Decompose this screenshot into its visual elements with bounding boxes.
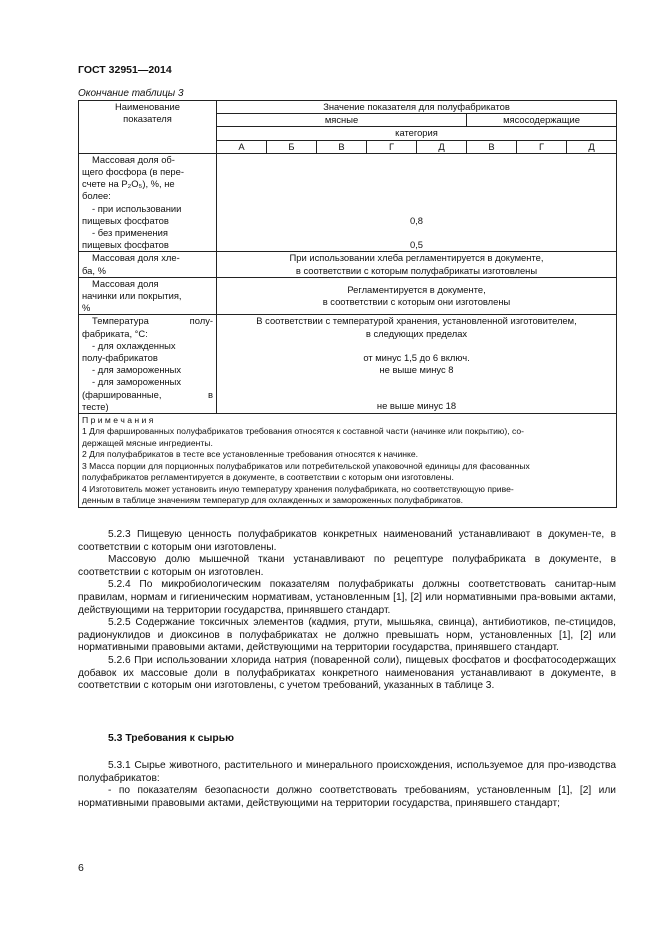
cat-cell: А bbox=[217, 140, 267, 153]
row-phosphorus bbox=[79, 153, 617, 252]
cat-cell: В bbox=[317, 140, 367, 153]
paragraph-safety: - по показателям безопасности должно соответствовать требованиям, установленным [1], [2] или нормативными правовыми актами, действующими на территории государства, принявшего стандарт; bbox=[78, 785, 616, 809]
note-line: 2 Для полуфабрикатов в тесте все установленные требования относятся к начинке. bbox=[82, 449, 419, 460]
section-title: 5.3 Требования к сырью bbox=[108, 733, 235, 744]
table-3-continuation bbox=[78, 100, 617, 508]
document-header: ГОСТ 32951—2014 bbox=[78, 64, 172, 76]
value-header: Значение показателя для полуфабрикатов bbox=[217, 101, 617, 114]
paragraph-5-2-3: 5.2.3 Пищевую ценность полуфабрикатов конкретных наименований устанавливают в докумен-те, в соответствии с которым они изготовлены. bbox=[78, 529, 616, 553]
group-meat-containing: мясосодержащие bbox=[467, 114, 617, 127]
note-line: держащей мясные ингредиенты. bbox=[82, 437, 213, 448]
notes-title: П р и м е ч а н и я bbox=[82, 415, 154, 426]
temperature-value: В соответствии с температурой хранения, установленной изготовителем, в следующих пределах от минус 1,5 до 6 включ. не выше минус 8 не выше минус 18 bbox=[217, 315, 617, 414]
section-body bbox=[78, 760, 616, 810]
table-caption: Окончание таблицы 3 bbox=[78, 88, 184, 99]
note-line: 1 Для фаршированных полуфабрикатов требования относятся к составной части (начинке или покрытию), со- bbox=[82, 426, 525, 437]
filling-value: Регламентируется в документе, в соответствии с которым они изготовлены bbox=[217, 277, 617, 315]
head-row-1 bbox=[79, 101, 617, 114]
note-line: денным в таблице значениям температур для охлажденных и замороженных полуфабрикатов. bbox=[82, 494, 464, 505]
param-header-cell: Наименование показателя bbox=[79, 101, 217, 154]
filling-name: Массовая доля начинки или покрытия, % bbox=[79, 277, 217, 315]
cat-cell: Б bbox=[267, 140, 317, 153]
note-line: 3 Масса порции для порционных полуфабрикатов или потребительской упаковочной единицы для фасованных bbox=[82, 460, 530, 471]
phosphorus-value: 0,8 0,5 bbox=[217, 153, 617, 252]
body-text bbox=[78, 529, 616, 693]
cat-cell: Г bbox=[367, 140, 417, 153]
cat-cell: Г bbox=[517, 140, 567, 153]
bread-value: При использовании хлеба регламентируется в документе, в соответствии с которым полуфабрикаты изготовлены bbox=[217, 252, 617, 277]
cat-cell: Д bbox=[417, 140, 467, 153]
paragraph-5-2-6: 5.2.6 При использовании хлорида натрия (поваренной соли), пищевых фосфатов и фосфатосодержащих добавок их массовые доли в полуфабрикатах конкретного наименования устанавливают в документе, в соответствии с которым они изготовлены, с учетом требований, указанных в таблице 3. bbox=[78, 654, 616, 692]
temperature-name: Температура полу- фабриката, °С: - для охлажденных полу-фабрикатов - для замороженных - для замороженных (фаршированные, в тесте) bbox=[79, 315, 217, 414]
phosphorus-name: Массовая доля об- щего фосфора (в пере- счете на P₂O₅), %, не более: - при использовании пищевых фосфатов - без применения пищевых фосфатов bbox=[79, 153, 217, 252]
paragraph-5-3-1: 5.3.1 Сырье животного, растительного и минерального происхождения, используемое для про-изводства полуфабрикатов: bbox=[78, 760, 616, 784]
page-number: 6 bbox=[78, 862, 84, 874]
bread-name: Массовая доля хле- ба, % bbox=[79, 252, 217, 277]
cat-cell: Д bbox=[567, 140, 617, 153]
paragraph-5-2-5: 5.2.5 Содержание токсичных элементов (кадмия, ртути, мышьяка, свинца), антибиотиков, пе-стицидов, радионуклидов и диоксинов в полуфабрикатах не должно превышать норм, установленных [1], [2] или нормативными правовыми актами, действующими на территории государства, принявшего стандарт. bbox=[78, 617, 616, 654]
category-header: категория bbox=[217, 127, 617, 140]
note-line: 4 Изготовитель может установить иную температуру хранения полуфабриката, но соответствующую приве- bbox=[82, 483, 514, 494]
table-notes bbox=[79, 414, 617, 508]
paragraph-5-2-4: 5.2.4 По микробиологическим показателям полуфабрикаты должны соответствовать санитар-ным правилам, нормам и гигиеническим нормативам, установленным [1], [2] или нормативными пра-вовыми актами, действующими на территории государства, принявшего стандарт. bbox=[78, 579, 616, 616]
row-filling bbox=[79, 277, 617, 315]
note-line: полуфабрикатов регламентируется в документе, в соответствии с которым они изготовлены. bbox=[82, 472, 454, 483]
row-bread bbox=[79, 252, 617, 277]
group-meat: мясные bbox=[217, 114, 467, 127]
cat-cell: В bbox=[467, 140, 517, 153]
row-temperature bbox=[79, 315, 617, 414]
paragraph-muscle: Массовую долю мышечной ткани устанавливают по рецептуре полуфабриката в документе, в соответствии с которым он изготовлен. bbox=[78, 554, 616, 578]
row-notes bbox=[79, 414, 617, 508]
